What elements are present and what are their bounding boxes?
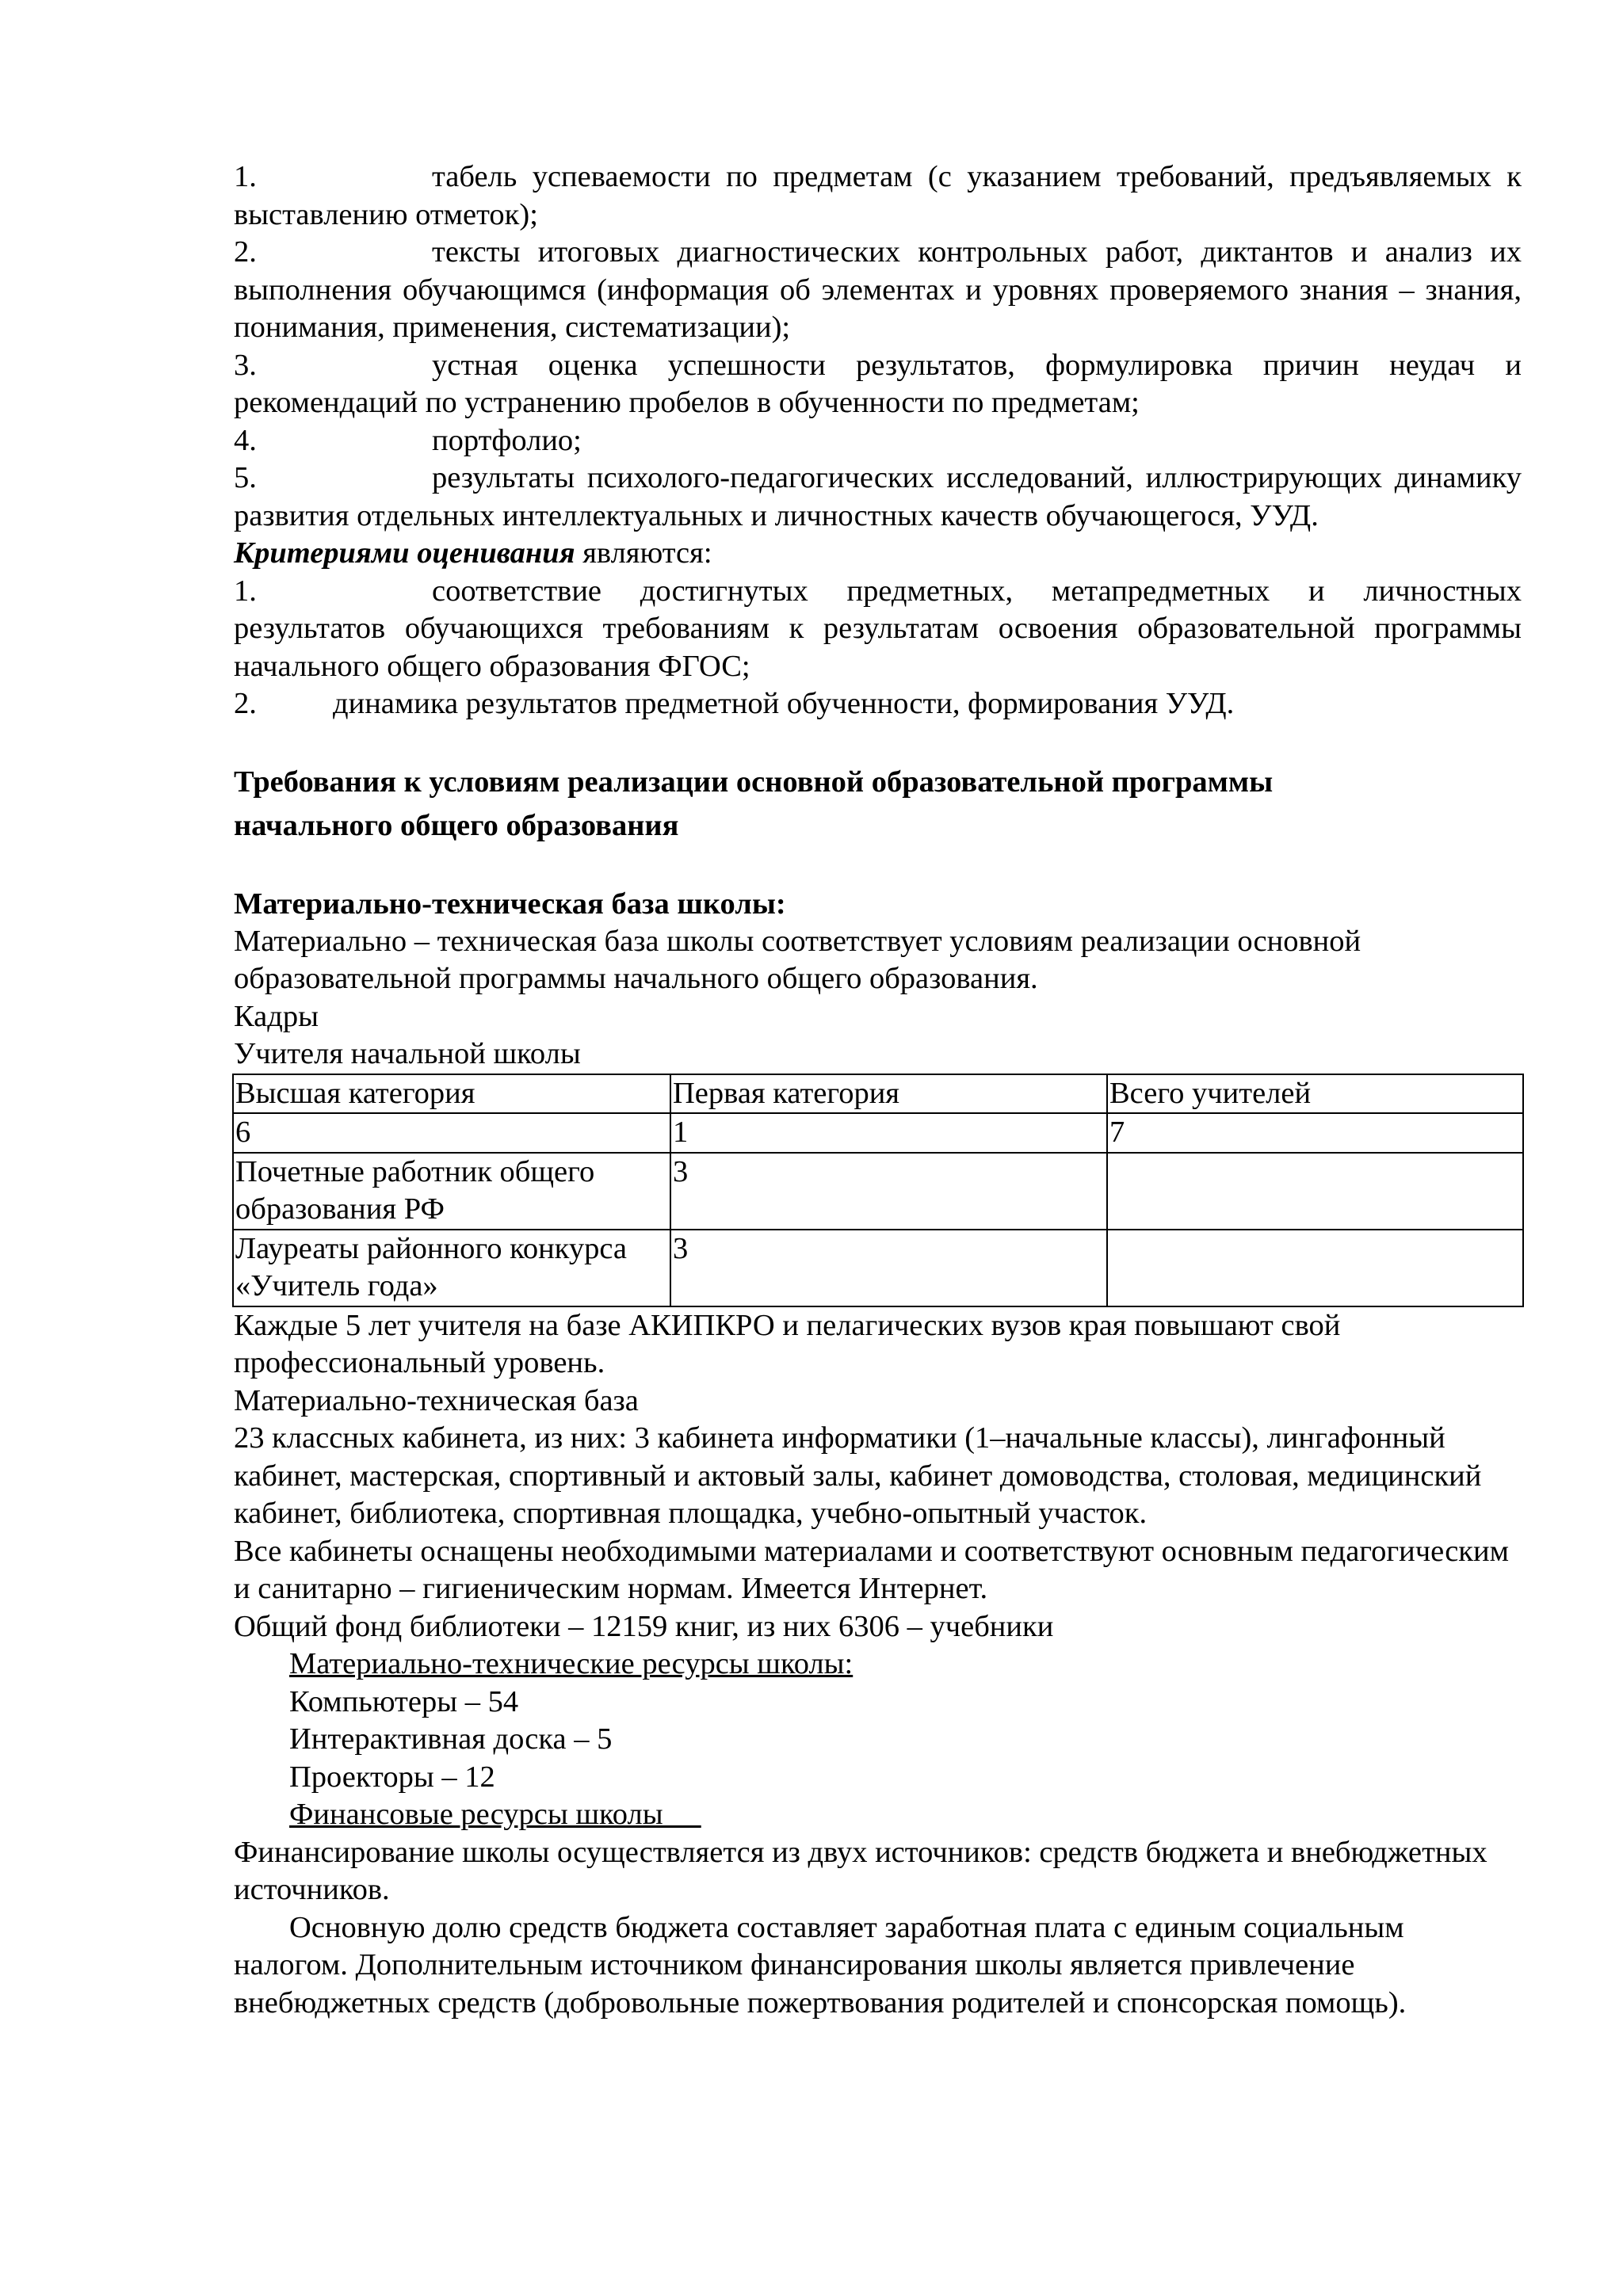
table-header-row [233, 1074, 1523, 1114]
list-item-text: динамика результатов предметной обученности, формирования УУД. [333, 687, 1235, 720]
list-item [234, 422, 1522, 460]
table-cell: Почетные работник общего образования РФ [233, 1153, 670, 1230]
resource-item: Проекторы – 12 [289, 1760, 495, 1794]
list-item-text: табель успеваемости по предметам (с указанием требований, предъявляемых к выставлению отметок); [234, 160, 1522, 231]
table-row [233, 1153, 1523, 1230]
criteria-title [234, 535, 1522, 573]
list-item [234, 573, 1522, 686]
resources-title: Материально-технические ресурсы школы: [289, 1647, 854, 1680]
table-cell: 1 [670, 1113, 1107, 1153]
list-item [234, 234, 1522, 347]
document-page [234, 158, 1522, 2022]
list-item-number: 3. [234, 348, 257, 382]
table-cell: 3 [670, 1153, 1107, 1230]
requirements-heading-line: Требования к условиям реализации основной образовательной программы [234, 765, 1274, 799]
table-cell: Лауреаты районного конкурса «Учитель года» [233, 1230, 670, 1306]
resource-item: Компьютеры – 54 [289, 1684, 519, 1718]
table-cell [1107, 1230, 1523, 1306]
table-header-cell: Всего учителей [1107, 1074, 1523, 1114]
list-item-number: 5. [234, 461, 257, 494]
finance-title: Финансовые ресурсы школы [289, 1798, 701, 1831]
assessment-tools-list [234, 158, 1522, 535]
requirements-heading-line: начального общего образования [234, 808, 679, 842]
list-item-number: 2. [234, 235, 257, 269]
staff-table [232, 1074, 1524, 1307]
paragraph: 23 классных кабинета, из них: 3 кабинета информатики (1–начальные классы), лингафонный кабинет, мастерская, спортивный и актовый залы, кабинет домоводства, столовая, медицинский кабинет, библиотека, спортивная площадка, учебно-опытный участок. [234, 1421, 1482, 1530]
teachers-label: Учителя начальной школы [234, 1037, 581, 1070]
list-item [234, 685, 1522, 723]
list-item-number: 4. [234, 423, 257, 457]
resource-item: Интерактивная доска – 5 [289, 1722, 613, 1756]
list-item-number: 1. [234, 574, 257, 608]
paragraph: Общий фонд библиотеки – 12159 книг, из них 6306 – учебники [234, 1609, 1054, 1643]
list-item [234, 347, 1522, 422]
list-item-text: портфолио; [432, 423, 582, 457]
table-row [233, 1113, 1523, 1153]
requirements-heading [234, 761, 1522, 848]
table-cell [1107, 1153, 1523, 1230]
table-header-cell: Высшая категория [233, 1074, 670, 1114]
list-item [234, 460, 1522, 535]
table-row [233, 1230, 1523, 1306]
list-item [234, 158, 1522, 234]
paragraph: Финансирование школы осуществляется из двух источников: средств бюджета и внебюджетных источников. [234, 1835, 1487, 1906]
mtb-heading: Материально-техническая база школы: [234, 887, 786, 921]
paragraph: Все кабинеты оснащены необходимыми материалами и соответствуют основным педагогическим и санитарно – гигиеническим нормам. Имеется Интернет. [234, 1534, 1509, 1605]
list-item-text: соответствие достигнутых предметных, метапредметных и личностных результатов обучающихся требованиям к результатам освоения образовательной программы начального общего образования ФГОС; [234, 574, 1522, 683]
paragraph: Каждые 5 лет учителя на базе АКИПКРО и пелагических вузов края повышают свой профессиональный уровень. [234, 1308, 1341, 1379]
table-header-cell: Первая категория [670, 1074, 1107, 1114]
list-item-text: тексты итоговых диагностических контрольных работ, диктантов и анализ их выполнения обучающимся (информация об элементах и уровнях проверяемого знания – знания, понимания, применения, систематизации); [234, 235, 1522, 344]
list-item-number: 2. [234, 687, 257, 720]
list-item-text: устная оценка успешности результатов, формулировка причин неудач и рекомендаций по устранению пробелов в обученности по предметам; [234, 348, 1522, 419]
criteria-title-rest: являются: [575, 536, 712, 570]
table-cell: 6 [233, 1113, 670, 1153]
mtb-intro: Материально – техническая база школы соответствует условиям реализации основной образовательной программы начального общего образования. [234, 924, 1361, 995]
list-item-number: 1. [234, 160, 257, 193]
table-cell: 3 [670, 1230, 1107, 1306]
criteria-title-emphasis: Критериями оценивания [234, 536, 575, 570]
list-item-text: результаты психолого-педагогических исследований, иллюстрирующих динамику развития отдельных интеллектуальных и личностных качеств обучающегося, УУД. [234, 461, 1522, 532]
paragraph: Основную долю средств бюджета составляет заработная плата с единым социальным налогом. Дополнительным источником финансирования школы является привлечение внебюджетных средств (добровольные пожертвования родителей и спонсорская помощь). [234, 1910, 1407, 2019]
resources-block [234, 1646, 1522, 1834]
criteria-list [234, 573, 1522, 723]
paragraph: Материально-техническая база [234, 1383, 639, 1417]
table-cell: 7 [1107, 1113, 1523, 1153]
staff-label: Кадры [234, 999, 319, 1033]
